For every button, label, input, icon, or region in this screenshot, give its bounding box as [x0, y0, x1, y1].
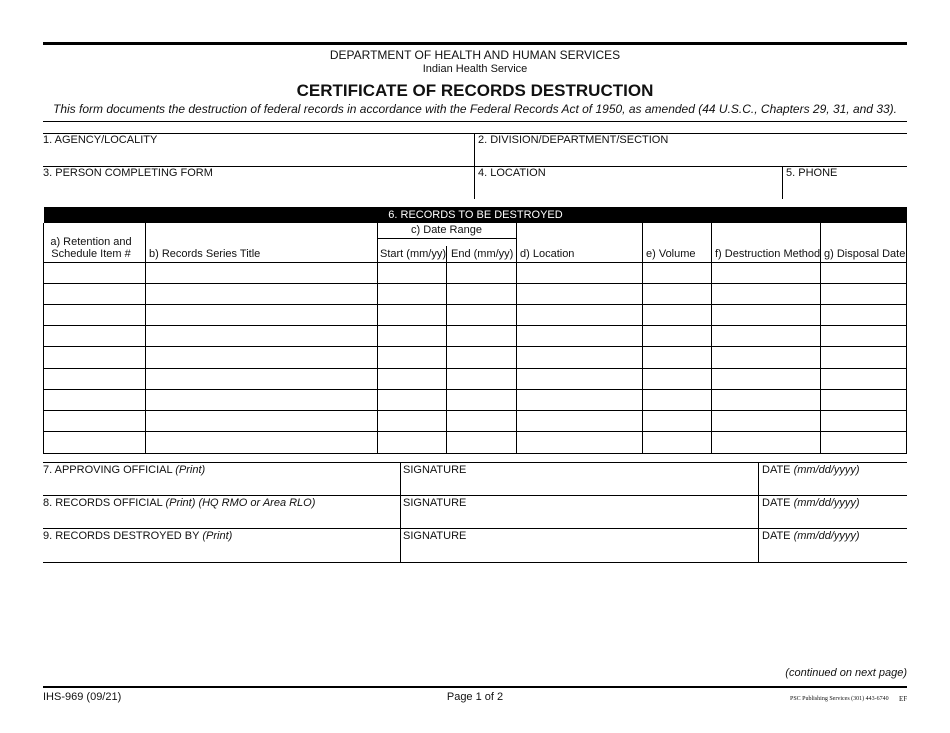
records-table: [43, 223, 907, 454]
form-id: IHS-969 (09/21): [43, 691, 122, 703]
agency-name: Indian Health Service: [422, 63, 528, 75]
disposal-date-cell[interactable]: [821, 326, 906, 347]
destroyed-by-field[interactable]: [43, 529, 400, 562]
volume-cell[interactable]: [643, 263, 711, 284]
disposal-date-cell[interactable]: [821, 347, 906, 369]
header-divider: [43, 121, 907, 122]
method-cell[interactable]: [712, 305, 820, 326]
location-label: 4. LOCATION: [478, 167, 546, 179]
signature-label: SIGNATURE: [403, 497, 467, 509]
location-cell[interactable]: [517, 263, 642, 284]
col-header-location: d) Location: [520, 248, 575, 260]
series-title-cell[interactable]: [146, 390, 377, 411]
records-official-date-field[interactable]: [759, 496, 907, 528]
publisher-credit: PSC Publishing Services (301) 443-6740: [790, 696, 889, 702]
location-cell[interactable]: [517, 369, 642, 390]
phone-label: 5. PHONE: [786, 167, 838, 179]
disposal-date-cell[interactable]: [821, 305, 906, 326]
location-cell[interactable]: [517, 411, 642, 432]
end-date-cell[interactable]: [447, 263, 516, 284]
approving-date-field[interactable]: [759, 463, 907, 495]
location-cell[interactable]: [517, 305, 642, 326]
series-title-cell[interactable]: [146, 263, 377, 284]
end-date-cell[interactable]: [447, 369, 516, 390]
signature-label: SIGNATURE: [403, 530, 467, 542]
top-rule: [43, 42, 907, 45]
records-table-title: 6. RECORDS TO BE DESTROYED: [44, 207, 907, 223]
location-cell[interactable]: [517, 432, 642, 453]
disposal-date-cell[interactable]: [821, 263, 906, 284]
method-cell[interactable]: [712, 326, 820, 347]
sig-row-line: [43, 562, 907, 563]
start-date-cell[interactable]: [378, 432, 446, 453]
location-cell[interactable]: [517, 284, 642, 305]
ef-mark: EF: [899, 695, 908, 703]
person-completing-field[interactable]: [43, 167, 474, 199]
end-date-cell[interactable]: [447, 284, 516, 305]
location-field[interactable]: [475, 167, 782, 199]
location-cell[interactable]: [517, 390, 642, 411]
division-field[interactable]: [475, 134, 907, 166]
records-official-field[interactable]: [43, 496, 400, 528]
date-label: DATE (mm/dd/yyyy): [762, 497, 860, 509]
volume-cell[interactable]: [643, 305, 711, 326]
agency-locality-label: 1. AGENCY/LOCALITY: [43, 134, 158, 146]
start-date-cell[interactable]: [378, 411, 446, 432]
series-title-cell[interactable]: [146, 432, 377, 453]
location-cell[interactable]: [517, 326, 642, 347]
table-row: [44, 369, 906, 390]
col-header-retention: a) Retention and Schedule Item #: [50, 236, 132, 260]
table-row: [44, 347, 906, 369]
end-date-cell[interactable]: [447, 305, 516, 326]
end-date-cell[interactable]: [447, 390, 516, 411]
end-date-cell[interactable]: [447, 347, 516, 369]
approving-signature-field[interactable]: [401, 463, 758, 495]
end-date-cell[interactable]: [447, 432, 516, 453]
col-header-date-range: c) Date Range: [411, 224, 482, 236]
disposal-date-cell[interactable]: [821, 411, 906, 432]
method-cell[interactable]: [712, 284, 820, 305]
series-title-cell[interactable]: [146, 305, 377, 326]
volume-cell[interactable]: [643, 411, 711, 432]
disposal-date-cell[interactable]: [821, 390, 906, 411]
retention-cell[interactable]: [45, 284, 145, 305]
location-cell[interactable]: [517, 347, 642, 369]
destroyed-by-signature-field[interactable]: [401, 529, 758, 562]
page-number: Page 1 of 2: [446, 691, 504, 703]
person-completing-label: 3. PERSON COMPLETING FORM: [43, 167, 213, 179]
destroyed-by-date-field[interactable]: [759, 529, 907, 562]
col-header-disposal: g) Disposal Date: [824, 248, 906, 260]
retention-cell[interactable]: [45, 326, 145, 347]
date-range-divider: [377, 238, 516, 239]
approving-official-field[interactable]: [43, 463, 400, 495]
col-header-start: Start (mm/yy): [380, 248, 446, 260]
volume-cell[interactable]: [643, 390, 711, 411]
start-date-cell[interactable]: [378, 326, 446, 347]
table-row: [44, 305, 906, 326]
col-header-method: f) Destruction Method: [715, 248, 821, 260]
start-date-cell[interactable]: [378, 369, 446, 390]
start-date-cell[interactable]: [378, 284, 446, 305]
series-title-cell[interactable]: [146, 284, 377, 305]
series-title-cell[interactable]: [146, 347, 377, 369]
date-label: DATE (mm/dd/yyyy): [762, 464, 860, 476]
series-title-cell[interactable]: [146, 326, 377, 347]
disposal-date-cell[interactable]: [821, 432, 906, 453]
table-row: [44, 263, 906, 284]
destroyed-by-label: 9. RECORDS DESTROYED BY (Print): [43, 530, 233, 542]
start-date-cell[interactable]: [378, 390, 446, 411]
page-title: CERTIFICATE OF RECORDS DESTRUCTION: [296, 81, 654, 100]
method-cell[interactable]: [712, 263, 820, 284]
volume-cell[interactable]: [643, 347, 711, 369]
disposal-date-cell[interactable]: [821, 284, 906, 305]
form-description: This form documents the destruction of federal records in accordance with the Federal Records Act of 1950, as amended (44 U.S.C., Chapters 29, 31, and 33).: [53, 102, 897, 116]
series-title-cell[interactable]: [146, 411, 377, 432]
start-date-cell[interactable]: [378, 305, 446, 326]
records-rows: [44, 263, 906, 453]
volume-cell[interactable]: [643, 326, 711, 347]
col-header-volume: e) Volume: [646, 248, 696, 260]
retention-cell[interactable]: [45, 411, 145, 432]
retention-cell[interactable]: [45, 369, 145, 390]
table-row: [44, 390, 906, 411]
department-name: DEPARTMENT OF HEALTH AND HUMAN SERVICES: [329, 48, 621, 62]
method-cell[interactable]: [712, 347, 820, 369]
volume-cell[interactable]: [643, 432, 711, 453]
date-label: DATE (mm/dd/yyyy): [762, 530, 860, 542]
approving-official-label: 7. APPROVING OFFICIAL (Print): [43, 464, 206, 476]
series-title-cell[interactable]: [146, 369, 377, 390]
volume-cell[interactable]: [643, 369, 711, 390]
retention-cell[interactable]: [45, 432, 145, 453]
method-cell[interactable]: [712, 390, 820, 411]
signature-label: SIGNATURE: [403, 464, 467, 476]
retention-cell[interactable]: [45, 305, 145, 326]
volume-cell[interactable]: [643, 284, 711, 305]
method-cell[interactable]: [712, 432, 820, 453]
division-label: 2. DIVISION/DEPARTMENT/SECTION: [478, 134, 669, 146]
col-header-end: End (mm/yy): [451, 248, 514, 260]
retention-cell[interactable]: [45, 263, 145, 284]
signature-section: [43, 462, 907, 563]
col-header-series-title: b) Records Series Title: [149, 248, 261, 260]
footer-rule: [43, 686, 907, 688]
disposal-date-cell[interactable]: [821, 369, 906, 390]
end-date-cell[interactable]: [447, 411, 516, 432]
table-row: [44, 326, 906, 347]
end-date-cell[interactable]: [447, 326, 516, 347]
method-cell[interactable]: [712, 369, 820, 390]
start-date-cell[interactable]: [378, 263, 446, 284]
method-cell[interactable]: [712, 411, 820, 432]
start-date-cell[interactable]: [378, 347, 446, 369]
retention-cell[interactable]: [45, 390, 145, 411]
table-row: [44, 284, 906, 305]
continued-note: (continued on next page): [785, 667, 907, 679]
table-row: [44, 411, 906, 432]
table-row: [44, 432, 906, 453]
agency-locality-field[interactable]: [43, 134, 474, 166]
records-official-signature-field[interactable]: [401, 496, 758, 528]
retention-cell[interactable]: [45, 347, 145, 369]
records-official-label: 8. RECORDS OFFICIAL (Print) (HQ RMO or Area RLO): [43, 497, 316, 509]
phone-field[interactable]: [783, 167, 907, 199]
